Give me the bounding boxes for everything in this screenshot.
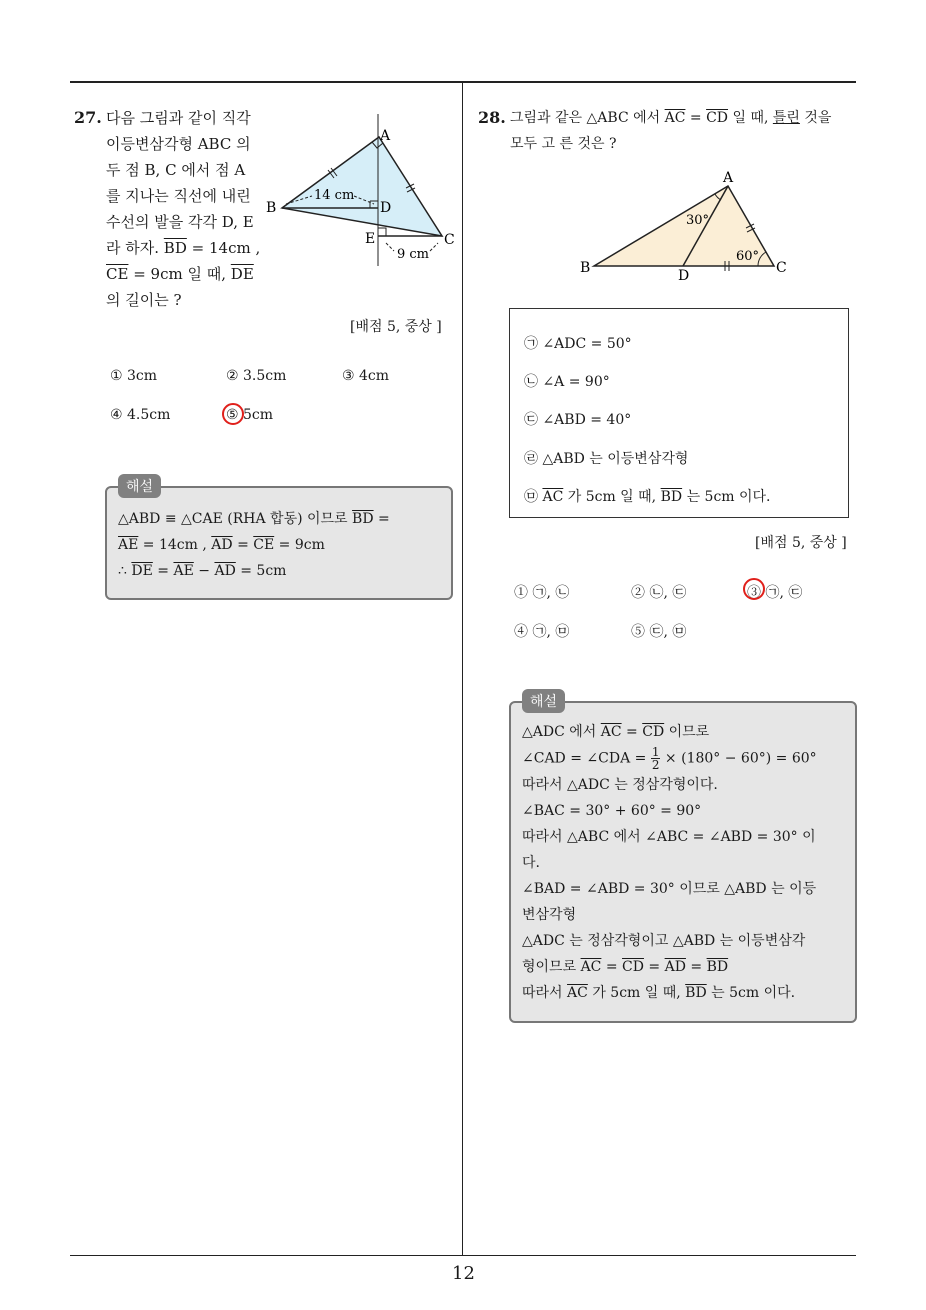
question-text-line: 의 길이는 ? bbox=[106, 291, 182, 309]
fraction bbox=[651, 746, 661, 771]
score-label: [배점 5, 중상 ] bbox=[350, 319, 442, 335]
segment: $\overline{AE}$ bbox=[173, 563, 194, 579]
question-text-line: 두 점 B, C 에서 점 A bbox=[106, 161, 246, 179]
text: − bbox=[198, 563, 210, 579]
choice-5[interactable]: ⑤ ㉢, ㉤ bbox=[631, 624, 687, 640]
text: 것을 bbox=[804, 110, 832, 126]
text: = bbox=[237, 537, 249, 553]
label-d: D bbox=[380, 200, 392, 216]
explanation-line bbox=[522, 746, 817, 771]
page-number: 12 bbox=[452, 1263, 475, 1284]
text: = 14cm , bbox=[142, 537, 207, 553]
segment: $\overline{AE}$ bbox=[118, 537, 139, 553]
length-bd: 14 cm bbox=[314, 188, 355, 203]
explanation-line bbox=[522, 955, 728, 979]
segment: $\overline{DE}$ bbox=[131, 563, 153, 579]
top-rule bbox=[70, 81, 856, 83]
text: = bbox=[689, 110, 702, 126]
question-text-line: 다음 그림과 같이 직각 bbox=[106, 109, 251, 127]
explanation-line: ∠BAD = ∠ABD = 30° 이므로 △ABD 는 이등 bbox=[522, 881, 817, 897]
choice-3[interactable]: ③ ㉠, ㉢ bbox=[747, 585, 803, 601]
choice-4[interactable]: ④ 4.5cm bbox=[110, 407, 171, 423]
explanation-line: △ADC 는 정삼각형이고 △ABD 는 이등변삼각 bbox=[522, 933, 806, 949]
text: 일 때, bbox=[732, 110, 769, 126]
label-e: E bbox=[365, 231, 376, 247]
bottom-rule bbox=[70, 1255, 856, 1256]
choice-2[interactable]: ② 3.5cm bbox=[226, 368, 287, 384]
label-b: B bbox=[580, 260, 591, 276]
text: × (180° − 60°) = 60° bbox=[664, 750, 817, 767]
segment-bd: $\overline{BD}$ bbox=[163, 239, 187, 257]
text: = bbox=[378, 511, 390, 527]
explanation-tag: 해설 bbox=[522, 689, 565, 713]
choice-5[interactable]: ⑤ 5cm bbox=[226, 407, 274, 423]
choice-3[interactable]: ③ 4cm bbox=[342, 368, 390, 384]
answer-circle-icon bbox=[222, 403, 244, 425]
segment: $\overline{AD}$ bbox=[211, 537, 233, 553]
explanation-line bbox=[522, 981, 795, 1005]
numerator: 1 bbox=[651, 745, 660, 759]
segment: $\overline{CD}$ bbox=[622, 959, 644, 975]
segment-cd: $\overline{CD}$ bbox=[706, 110, 729, 126]
segment: $\overline{CD}$ bbox=[642, 724, 665, 740]
question-text-line: 수선의 발을 각각 D, E bbox=[106, 213, 254, 231]
question-text-line: 이등변삼각형 ABC 의 bbox=[106, 135, 251, 153]
label-c: C bbox=[776, 260, 787, 276]
choice-4[interactable]: ④ ㉠, ㉤ bbox=[514, 624, 570, 640]
dim-line bbox=[430, 243, 438, 251]
segment: $\overline{BD}$ bbox=[685, 985, 707, 1001]
question-text-line: 를 지나는 직선에 내린 bbox=[106, 187, 251, 205]
angle-label-c: 60° bbox=[736, 249, 760, 264]
answer-circle-icon bbox=[743, 578, 765, 600]
segment: $\overline{AD}$ bbox=[214, 563, 236, 579]
text: ∠CAD = ∠CDA = bbox=[522, 750, 647, 767]
question-text-line bbox=[510, 106, 831, 130]
text: = 14cm , bbox=[191, 239, 261, 257]
explanation-line: 다. bbox=[522, 855, 540, 871]
segment: $\overline{AC}$ bbox=[567, 985, 588, 1001]
text: 그림과 같은 △ABC 에서 bbox=[510, 110, 661, 126]
text: 라 하자. bbox=[106, 239, 160, 257]
explanation-line bbox=[118, 559, 286, 583]
text: 가 5cm 일 때, bbox=[592, 985, 681, 1001]
label-c: C bbox=[444, 232, 455, 248]
statement-5 bbox=[524, 485, 771, 509]
segment: $\overline{BD}$ bbox=[352, 511, 374, 527]
text: = 9cm 일 때, bbox=[133, 265, 227, 283]
text: ㉤ bbox=[524, 489, 538, 505]
explanation-line bbox=[118, 507, 390, 531]
text: = bbox=[605, 959, 618, 975]
triangle-abc bbox=[282, 137, 442, 236]
segment-bd: $\overline{BD}$ bbox=[660, 489, 683, 505]
text: = 5cm bbox=[240, 563, 287, 579]
question-number: 27. bbox=[74, 108, 102, 127]
text: = bbox=[157, 563, 170, 579]
explanation-line bbox=[118, 533, 325, 557]
question-text-line bbox=[106, 236, 260, 260]
dim-line bbox=[386, 243, 394, 251]
right-angle-mark bbox=[378, 228, 386, 236]
segment-de: $\overline{DE}$ bbox=[230, 265, 254, 283]
segment-ac: $\overline{AC}$ bbox=[542, 489, 564, 505]
question-number: 28. bbox=[478, 108, 506, 127]
explanation-tag: 해설 bbox=[118, 474, 161, 498]
label-a: A bbox=[723, 170, 734, 186]
figure-triangle-abc bbox=[578, 170, 798, 282]
text: △ADC 에서 bbox=[522, 724, 597, 740]
segment-ac: $\overline{AC}$ bbox=[664, 110, 686, 126]
segment: $\overline{AC}$ bbox=[600, 724, 622, 740]
therefore: ∴ bbox=[118, 563, 127, 579]
explanation-line: ∠BAC = 30° + 60° = 90° bbox=[522, 803, 702, 819]
explanation-line bbox=[522, 720, 709, 744]
text: = bbox=[626, 724, 638, 740]
explanation-line: 따라서 △ABC 에서 ∠ABC = ∠ABD = 30° 이 bbox=[522, 829, 816, 845]
question-text-line bbox=[106, 262, 254, 286]
segment: $\overline{AD}$ bbox=[664, 959, 686, 975]
text: = bbox=[648, 959, 661, 975]
segment-ce: $\overline{CE}$ bbox=[106, 265, 129, 283]
figure-right-isosceles-triangle bbox=[262, 106, 462, 266]
text: 따라서 bbox=[522, 985, 563, 1001]
label-d: D bbox=[678, 268, 690, 282]
segment: $\overline{CE}$ bbox=[253, 537, 275, 553]
text: 이므로 bbox=[668, 724, 710, 740]
explanation-line: 변삼각형 bbox=[522, 907, 577, 923]
column-divider bbox=[462, 83, 463, 1255]
text: = 9cm bbox=[278, 537, 325, 553]
segment: $\overline{AC}$ bbox=[580, 959, 602, 975]
statement-1: ㉠ ∠ADC = 50° bbox=[524, 336, 632, 352]
choice-1[interactable]: ① ㉠, ㉡ bbox=[514, 585, 570, 601]
segment: $\overline{BD}$ bbox=[706, 959, 729, 975]
choice-2[interactable]: ② ㉡, ㉢ bbox=[631, 585, 687, 601]
length-ce: 9 cm bbox=[397, 247, 430, 262]
text: 는 5cm 이다. bbox=[686, 489, 771, 505]
text: △ABD ≡ △CAE (RHA 합동) 이므로 bbox=[118, 511, 348, 527]
statement-2: ㉡ ∠A = 90° bbox=[524, 374, 610, 390]
choice-1[interactable]: ① 3cm bbox=[110, 368, 158, 384]
statement-4: ㉣ △ABD 는 이등변삼각형 bbox=[524, 451, 689, 467]
statement-3: ㉢ ∠ABD = 40° bbox=[524, 412, 632, 428]
text: 는 5cm 이다. bbox=[711, 985, 796, 1001]
denominator: 2 bbox=[651, 758, 660, 772]
text: = bbox=[690, 959, 703, 975]
label-b: B bbox=[266, 200, 277, 216]
text: 가 5cm 일 때, bbox=[567, 489, 657, 505]
question-text-line: 모두 고 른 것은 ? bbox=[510, 136, 617, 152]
explanation-line: 따라서 △ADC 는 정삼각형이다. bbox=[522, 777, 718, 793]
emphasis-wrong: 틀린 bbox=[772, 110, 800, 126]
text: 형이므로 bbox=[522, 959, 577, 975]
angle-label-a: 30° bbox=[686, 213, 710, 228]
label-a: A bbox=[380, 128, 391, 144]
score-label: [배점 5, 중상 ] bbox=[755, 535, 847, 551]
